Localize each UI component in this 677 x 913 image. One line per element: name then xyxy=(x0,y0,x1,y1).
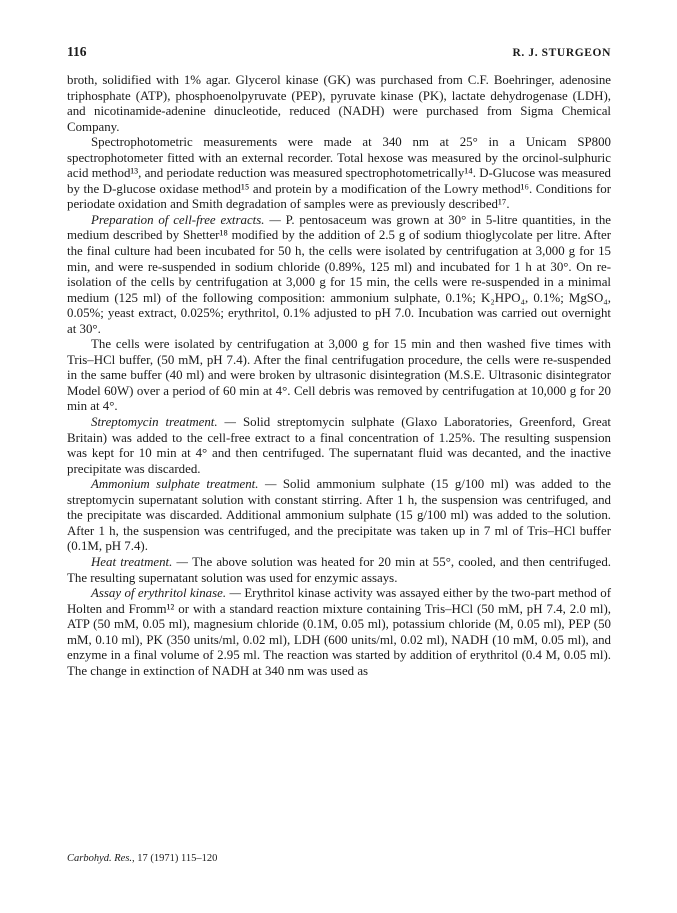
journal-volume: 17 (1971) 115–120 xyxy=(137,853,218,864)
paragraph-text: Solid ammonium sulphate (15 g/100 ml) was added to the streptomycin supernatant solution with constant stirring. After 1 h, the suspension was centrifuged, and the precipitate was discarded. Additional ammonium sulphate (15 g/100 ml) was added to the solution. After 1 h, the suspension was centrifuged, and the precipitate was taken up in 7 ml of Tris–HCl buffer (0.1M, pH 7.4). xyxy=(67,477,612,554)
paragraph-text: P. pentosaceum was grown at 30° in 5-litre quantities, in the medium described by Shetter¹⁸ modified by the addition of 2.5 g of sodium thioglycolate per litre. After the final culture had been incubated for 50 h, the cells were isolated by centrifugation at 3,000 g for 15 min, and were re-suspended in sodium chloride (0.89%, 125 ml) and incubated for 1 h at 30°. On re-isolation of the cells by centrifugation at 3,000 g for 15 min, the cells were re-suspended in a minimal medium (125 ml) of the following composition: ammonium sulphate, 0.1%; K₂HPO₄, 0.1%; MgSO₄, 0.05%; yeast extract, 0.025%; erythritol, 0.1% adjusted to pH 7.0. Incubation was carried out overnight at 30°. xyxy=(67,212,611,336)
page-header xyxy=(67,44,611,64)
paragraph-reagents xyxy=(67,73,611,135)
section-run-in-heading: Heat treatment. — xyxy=(91,554,193,569)
paragraph-heat-treatment xyxy=(67,555,611,586)
paragraph-spectrophotometric xyxy=(67,135,611,213)
page-number: 116 xyxy=(67,44,87,59)
paragraph-streptomycin xyxy=(67,415,611,477)
section-run-in-heading: Assay of erythritol kinase. — xyxy=(91,586,245,601)
paragraph-erythritol-kinase-assay xyxy=(67,586,611,679)
paragraph-ammonium-sulphate xyxy=(67,477,611,555)
paragraph-cell-isolation xyxy=(67,337,611,415)
paragraph-text: The cells were isolated by centrifugation at 3,000 g for 15 min and then washed five times with Tris–HCl buffer, (50 mM, pH 7.4). After the final centrifugation procedure, the cells were re-suspended in the same buffer (40 ml) and were broken by ultrasonic disintegration (M.S.E. Ultrasonic disintegrator Model 60W) over a period of 60 min at 4°. Cell debris was removed by centrifugation at 10,000 g for 20 min at 4°. xyxy=(67,337,611,414)
paragraph-text: Spectrophotometric measurements were made at 340 nm at 25° in a Unicam SP800 spectrophotometer fitted with an external recorder. Total hexose was measured by the orcinol-sulphuric acid method¹³, and periodate reduction was measured spectrophotometrically¹⁴. D-Glucose was measured by the D-glucose oxidase method¹⁵ and protein by a modification of the Lowry method¹⁶. Conditions for periodate oxidation and Smith degradation of samples were as previously described¹⁷. xyxy=(67,135,611,212)
paragraph-text: Solid streptomycin sulphate (Glaxo Laboratories, Greenford, Great Britain) was added to the cell-free extract to a final concentration of 1.25%. The resulting suspension was kept for 10 min at 4° and then centrifuged. The supernatant fluid was decanted, and the inactive precipitate was discarded. xyxy=(67,415,611,476)
paragraph-text: broth, solidified with 1% agar. Glycerol kinase (GK) was purchased from C.F. Boehringer, adenosine triphosphate (ATP), phosphoenolpyruvate (PEP), pyruvate kinase (PK), lactate dehydrogenase (LDH), and nicotinamide-adenine dinucleotide, reduced (NADH) were purchased from Sigma Chemical Company. xyxy=(67,73,611,134)
section-run-in-heading: Preparation of cell-free extracts. — xyxy=(91,212,286,227)
running-head: R. J. STURGEON xyxy=(512,47,611,59)
section-run-in-heading: Ammonium sulphate treatment. — xyxy=(91,477,283,492)
journal-citation-footer xyxy=(67,853,217,864)
journal-name: Carbohyd. Res., xyxy=(67,853,135,864)
body-text xyxy=(67,73,611,679)
paragraph-text: Erythritol kinase activity was assayed either by the two-part method of Holten and Fromm¹² or with a standard reaction mixture containing Tris–HCl (50 mM, pH 7.4, 2.0 ml), ATP (50 mM, 0.05 ml), magnesium chloride (0.1M, 0.05 ml), potassium chloride (M, 0.05 ml), PEP (50 mM, 0.10 ml), PK (350 units/ml, 0.02 ml), LDH (600 units/ml, 0.02 ml), NADH (10 mM, 0.05 ml), and enzyme in a final volume of 2.95 ml. The reaction was started by addition of erythritol (0.4 M, 0.05 ml). The change in extinction of NADH at 340 nm was used as xyxy=(67,586,611,678)
section-run-in-heading: Streptomycin treatment. — xyxy=(91,415,243,430)
paragraph-cell-free-extracts xyxy=(67,213,611,337)
paragraph-text: The above solution was heated for 20 min at 55°, cooled, and then centrifuged. The resulting supernatant solution was used for enzymic assays. xyxy=(67,554,611,585)
